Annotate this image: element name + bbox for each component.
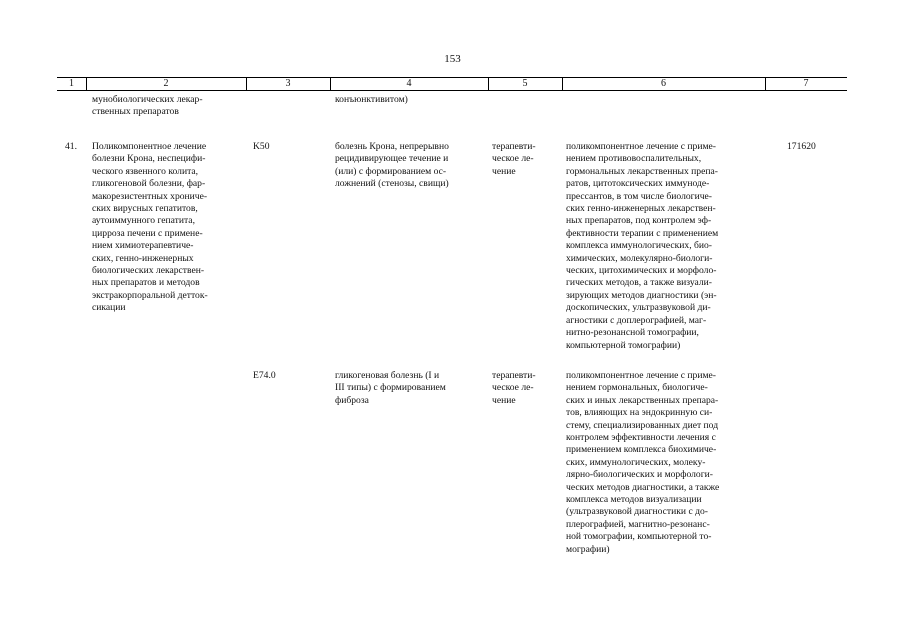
column-header-6: 6 [661,78,666,89]
row-number: 41. [65,141,77,152]
column-header-4: 4 [406,78,412,89]
treatment-type-cell: терапевти- ческое ле- чение [492,370,536,406]
column-header-1: 1 [69,78,74,89]
disease-model-cell: гликогеновая болезнь (I и III типы) с формированием фиброза [335,370,446,406]
continuation-name-cell: мунобиологических лекар- ственных препаратов [92,94,203,118]
disease-model-cell: болезнь Крона, непрерывно рецидивирующее течение и (или) с формированием ос- ложнений (стенозы, свищи) [335,141,449,190]
continuation-disease-cell: конъюнктивитом) [335,94,408,105]
page-number: 153 [444,53,461,65]
table-header [0,77,905,91]
column-header-7: 7 [803,78,809,89]
treatment-method-cell: поликомпонентное лечение с приме- нением противовоспалительных, гормональных лекарственных препа- ратов, цитотоксических иммуноде- прессантов, в том числе биологиче- ских генно-инженерных лекарствен- ных препаратов, под контролем эф- фективности терапии с применением комплекса иммунологических, био- химических, молекулярно-биологи- ческих, цитохимических и морфоло- гических методов, а также визуали- зирующих методов диагностики (эн- доскопических, ультразвуковой ди- агностики с доплерографией, маг- нитно-резонансной томографии, компьютерной томографии) [566,141,719,351]
column-header-2: 2 [163,78,169,89]
treatment-type-cell: терапевти- ческое ле- чение [492,141,536,177]
column-header-5: 5 [522,78,528,89]
icd-code-cell: E74.0 [253,370,276,381]
cost-cell: 171620 [787,141,816,152]
column-header-3: 3 [285,78,291,89]
treatment-method-cell: поликомпонентное лечение с приме- нением гормональных, биологиче- ских и иных лекарственных препара- тов, влияющих на эндокринную си- стему, специализированных диет под контролем эффективности лечения с применением комплекса биохимиче- ских, иммунологических, молеку- лярно-биологических и морфологи- ческих методов диагностики, а также комплекса методов визуализации (ультразвуковой диагностики с до- плерографией, магнитно-резонанс- ной томографии, компьютерной то- мографии) [566,370,720,555]
icd-code-cell: K50 [253,141,270,152]
procedure-name-cell: Поликомпонентное лечение болезни Крона, неспецифи- ческого язвенного колита, гликогеновой болезни, фар- макорезистентных хрониче- ских вирусных гепатитов, аутоиммунного гепатита, цирроза печени с примене- нием химиотерапевтиче- ских, генно-инженерных биологических лекарствен- ных препаратов и методов экстракорпоральной детток- сикации [92,141,208,314]
